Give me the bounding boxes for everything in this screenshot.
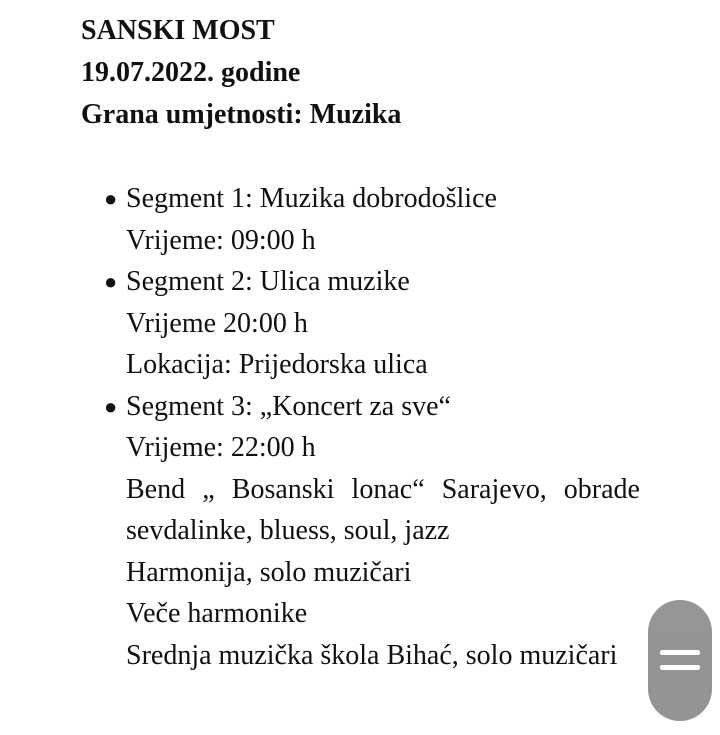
segment-school: Srednja muzička škola Bihać, solo muzičari (126, 639, 618, 671)
segment-time: Vrijeme: 22:00 h (126, 432, 316, 463)
segment-evening: Veče harmonike (126, 598, 308, 629)
bullet-icon: ● (104, 186, 118, 211)
city-title: SANSKI MOST (81, 15, 275, 46)
segment-band: Bend „ Bosanski lonac“ Sarajevo, obrade sevdalinke, bluess, soul, jazz (126, 473, 640, 546)
segment-title: Segment 2: Ulica muzike (126, 266, 410, 297)
segment-time: Vrijeme 20:00 h (126, 307, 308, 339)
event-date: 19.07.2022. godine (81, 57, 301, 88)
segment-title: Segment 1: Muzika dobrodošlice (126, 183, 497, 214)
document-header (81, 10, 401, 136)
segment-title: Segment 3: „Koncert za sve“ (126, 390, 451, 422)
segment-2 (100, 261, 640, 386)
bullet-icon: ● (104, 269, 118, 294)
segment-3 (100, 386, 640, 677)
segment-location: Lokacija: Prijedorska ulica (126, 349, 428, 380)
scroll-handle[interactable] (648, 600, 712, 721)
segment-time: Vrijeme: 09:00 h (126, 224, 316, 256)
segment-list (100, 178, 640, 676)
art-branch: Grana umjetnosti: Muzika (81, 99, 402, 130)
bullet-icon: ● (104, 393, 118, 419)
segment-1 (100, 178, 640, 261)
segment-performers: Harmonija, solo muzičari (126, 556, 412, 588)
